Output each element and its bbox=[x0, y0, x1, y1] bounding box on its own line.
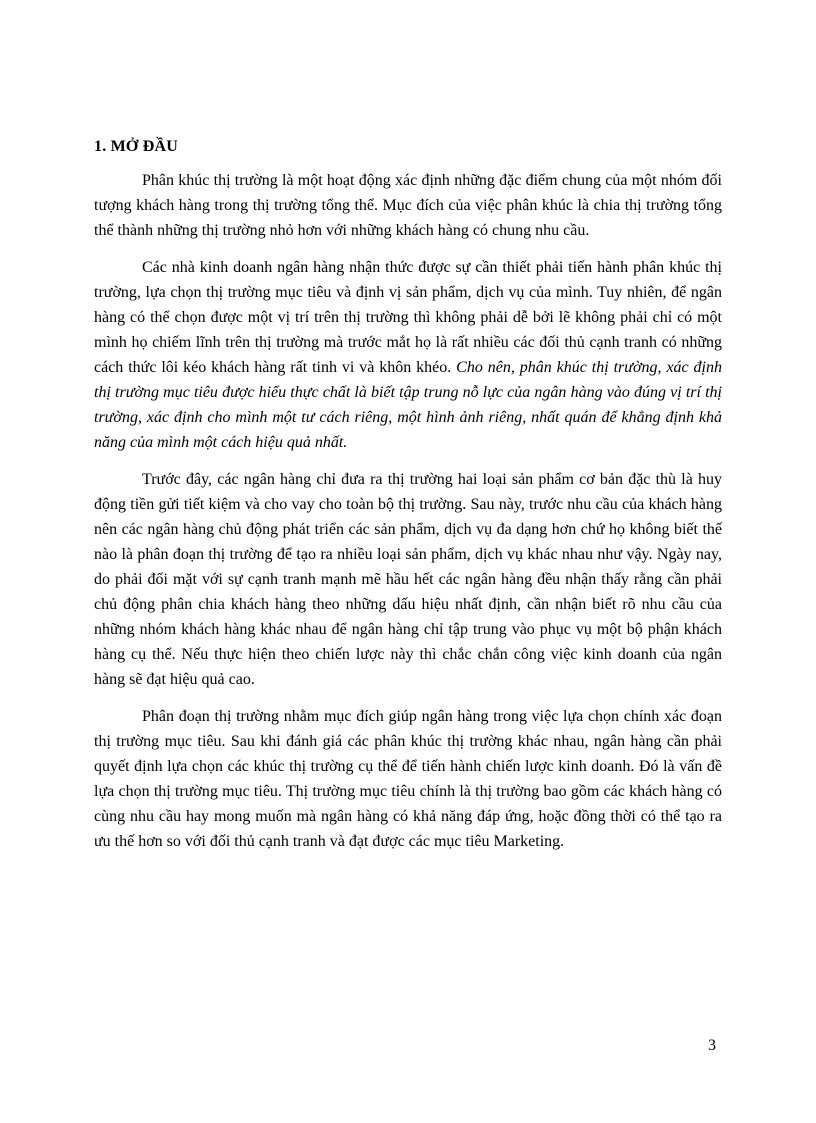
paragraph-3 bbox=[94, 467, 722, 692]
document-page bbox=[94, 120, 722, 866]
paragraph-4 bbox=[94, 704, 722, 854]
page-number: 3 bbox=[708, 1037, 716, 1054]
paragraph-4-text: Phân đoạn thị trường nhằm mục đích giúp ngân hàng trong việc lựa chọn chính xác đoạn thị trường mục tiêu. Sau khi đánh giá các phân khúc thị trường khác nhau, ngân hàng cần phải quyết định lựa chọn các khúc thị trường cụ thể để tiến hành chiến lược kinh doanh. Đó là vấn đề lựa chọn thị trường mục tiêu. Thị trường mục tiêu chính là thị trường bao gồm các khách hàng có cùng nhu cầu hay mong muốn mà ngân hàng có khả năng đáp ứng, hoặc đồng thời có thể tạo ra ưu thế hơn so với đối thủ cạnh tranh và đạt được các mục tiêu Marketing. bbox=[94, 708, 722, 850]
paragraph-2 bbox=[94, 255, 722, 455]
paragraph-1 bbox=[94, 168, 722, 243]
paragraph-1-text: Phân khúc thị trường là một hoạt động xác định những đặc điểm chung của một nhóm đối tượng khách hàng trong thị trường tổng thể. Mục đích của việc phân khúc là chia thị trường tổng thể thành những thị trường nhỏ hơn với những khách hàng có chung nhu cầu. bbox=[94, 172, 722, 239]
paragraph-3-text: Trước đây, các ngân hàng chỉ đưa ra thị trường hai loại sản phẩm cơ bản đặc thù là huy động tiền gửi tiết kiệm và cho vay cho toàn bộ thị trường. Sau này, trước nhu cầu của khách hàng nên các ngân hàng chủ động phát triển các sản phẩm, dịch vụ đa dạng hơn chứ họ không biết thế nào là phân đoạn thị trường để tạo ra nhiều loại sản phẩm, dịch vụ khác nhau như vậy. Ngày nay, do phải đối mặt với sự cạnh tranh mạnh mẽ hầu hết các ngân hàng đều nhận thấy rằng cần phải chủ động phân chia khách hàng theo những dấu hiệu nhất định, cần nhận biết rõ nhu cầu của những nhóm khách hàng khác nhau để ngân hàng chỉ tập trung vào phục vụ một bộ phận khách hàng cụ thể. Nếu thực hiện theo chiến lược này thì chắc chắn công việc kinh doanh của ngân hàng sẽ đạt hiệu quả cao. bbox=[94, 471, 722, 688]
paragraph-2-text: Các nhà kinh doanh ngân hàng nhận thức được sự cần thiết phải tiến hành phân khúc thị trường, lựa chọn thị trường mục tiêu và định vị sản phẩm, dịch vụ của mình. Tuy nhiên, để ngân hàng có thể chọn được một vị trí trên thị trường thì không phải dễ bởi lẽ không phải chỉ có một mình họ chiếm lĩnh trên thị trường mà trước mắt họ là rất nhiều các đối thủ cạnh tranh có những cách thức lôi kéo khách hàng rất tinh vi và khôn khéo. bbox=[94, 259, 722, 376]
section-heading: 1. MỞ ĐẦU bbox=[94, 138, 179, 155]
paragraph-2-italic-text: Cho nên, phân khúc thị trường, xác định thị trường mục tiêu được hiểu thực chất là biết tập trung nỗ lực của ngân hàng vào đúng vị trí thị trường, xác định cho mình một tư cách riêng, một hình ảnh riêng, nhất quán để khẳng định khả năng của mình một cách hiệu quả nhất. bbox=[94, 359, 723, 451]
